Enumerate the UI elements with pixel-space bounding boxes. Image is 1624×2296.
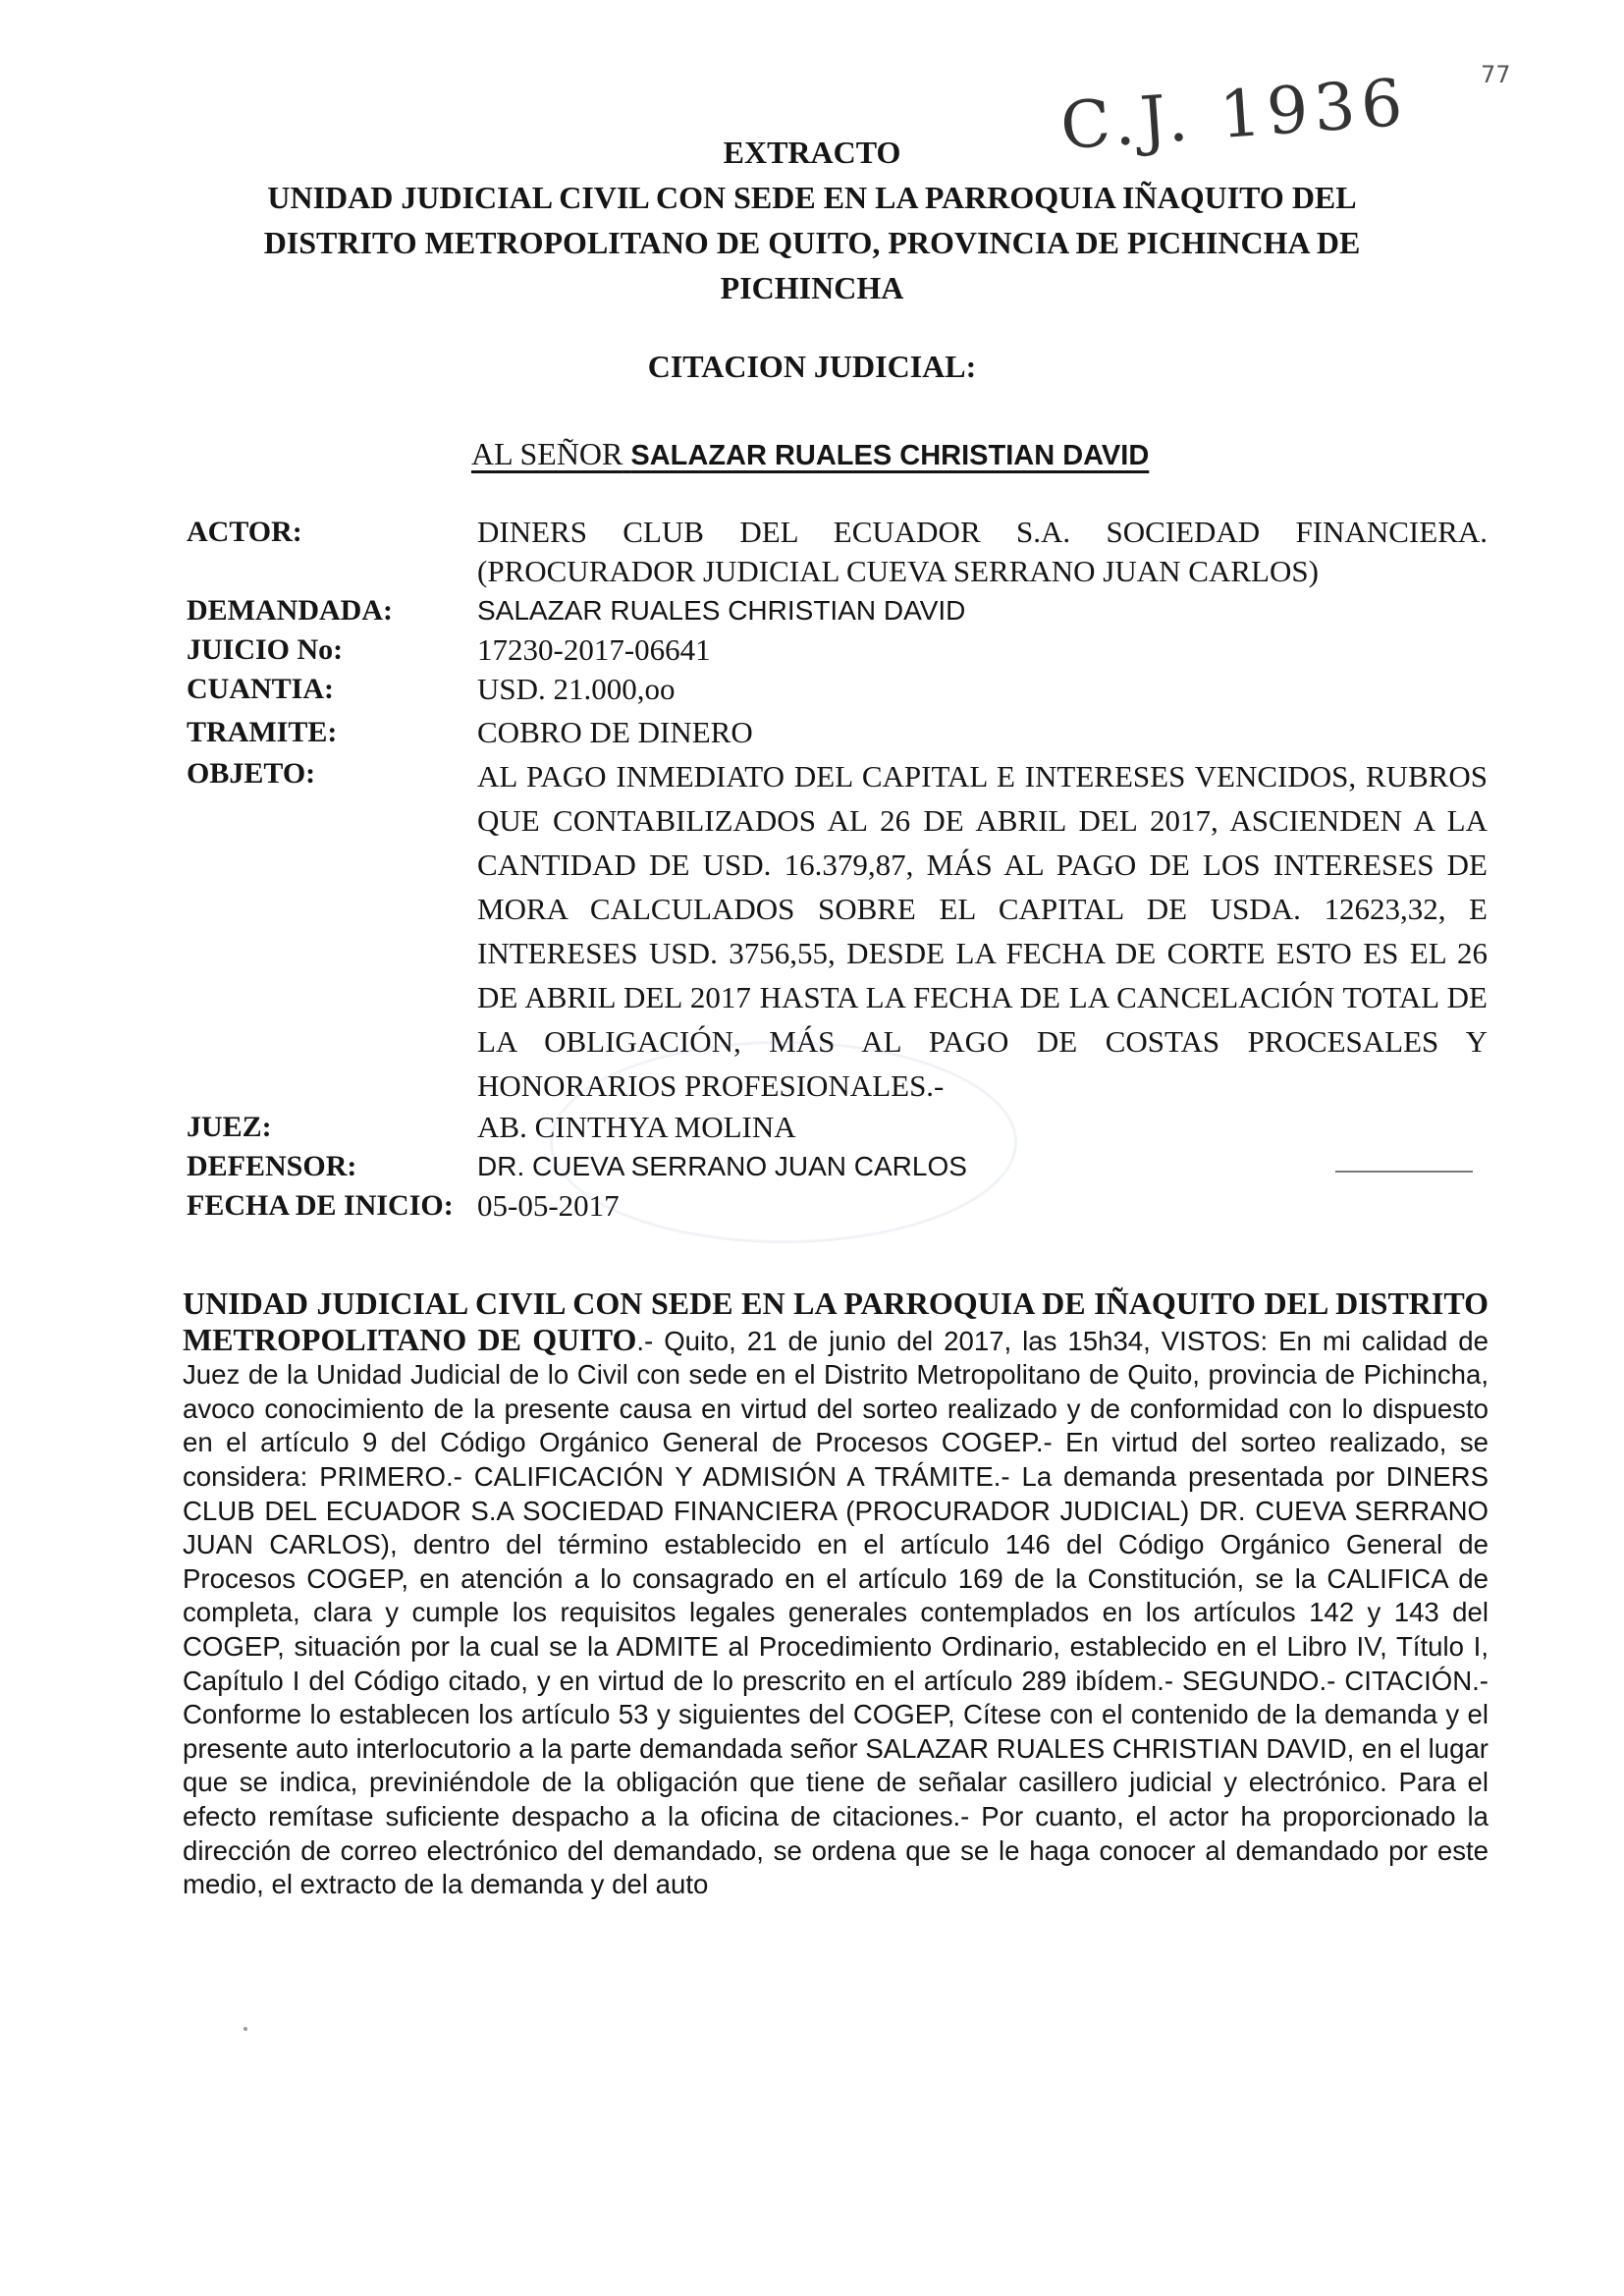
field-juicio: [187, 630, 1488, 670]
field-label: DEMANDADA:: [187, 594, 393, 627]
field-label: DEFENSOR:: [187, 1150, 357, 1182]
field-label: JUICIO No:: [187, 633, 344, 666]
header-title: EXTRACTO: [723, 135, 901, 170]
field-value: DINERS CLUB DEL ECUADOR S.A. SOCIEDAD FINANCIERA. (PROCURADOR JUDICIAL CUEVA SERRANO JUAN CARLOS): [477, 515, 1488, 588]
scan-speck: [244, 2027, 247, 2031]
handwritten-reference: C.J. 1936: [1057, 64, 1411, 165]
field-demandada: [187, 591, 1488, 630]
faint-stamp-mark: [550, 1041, 1017, 1243]
header-line-1: UNIDAD JUDICIAL CIVIL CON SEDE EN LA PARROQUIA IÑAQUITO DEL: [267, 180, 1357, 215]
field-value: AB. CINTHYA MOLINA: [477, 1110, 796, 1144]
field-label: CUANTIA:: [187, 673, 334, 705]
field-label: ACTOR:: [187, 516, 302, 548]
citation-heading: CITACION JUDICIAL:: [647, 349, 977, 384]
field-value: COBRO DE DINERO: [477, 715, 753, 749]
field-cuantia: [187, 670, 1488, 709]
addressee-line: [471, 436, 1149, 472]
ruling-body: .- Quito, 21 de junio del 2017, las 15h34, VISTOS: En mi calidad de Juez de la Unidad Judicial de lo Civil con sede en el Distrito Metropolitano de Quito, provincia de Pichincha, avoco conocimiento de la presente causa en virtud del sorteo realizado y de conformidad con lo dispuesto en el artículo 9 del Código Orgánico General de Procesos COGEP.- En virtud del sorteo realizado, se considera: PRIMERO.- CALIFICACIÓN Y ADMISIÓN A TRÁMITE.- La demanda presentada por DINERS CLUB DEL ECUADOR S.A SOCIEDAD FINANCIERA (PROCURADOR JUDICIAL) DR. CUEVA SERRANO JUAN CARLOS), dentro del término establecido en el artículo 146 del Código Orgánico General de Procesos COGEP, en atención a lo consagrado en el artículo 169 de la Constitución, se la CALIFICA de completa, clara y cumple los requisitos legales generales contemplados en los artículos 142 y 143 del COGEP, situación por la cual se la ADMITE al Procedimiento Ordinario, establecido en el Libro IV, Título I, Capítulo I del Código citado, y en virtud de lo prescrito en el artículo 289 ibídem.- SEGUNDO.- CITACIÓN.- Conforme lo establecen los artículo 53 y siguientes del COGEP, Cítese con el contenido de la demanda y el presente auto interlocutorio a la parte demandada señor SALAZAR RUALES CHRISTIAN DAVID, en el lugar que se indica, previniéndole de la obligación que tiene de señalar casillero judicial y electrónico. Para el efecto remítase suficiente despacho a la oficina de citaciones.- Por cuanto, el actor ha proporcionado la dirección de correo electrónico del demandado, se ordena que se le haga conocer al demandado por este medio, el extracto de la demanda y del auto: [183, 1325, 1489, 1900]
field-value: AL PAGO INMEDIATO DEL CAPITAL E INTERESES VENCIDOS, RUBROS QUE CONTABILIZADOS AL 26 DE ABRIL DEL 2017, ASCIENDEN A LA CANTIDAD DE USD. 16.379,87, MÁS AL PAGO DE LOS INTERESES DE MORA CALCULADOS SOBRE EL CAPITAL DE USDA. 12623,32, E INTERESES USD. 3756,55, DESDE LA FECHA DE CORTE ESTO ES EL 26 DE ABRIL DEL 2017 HASTA LA FECHA DE LA CANCELACIÓN TOTAL DE LA OBLIGACIÓN, MÁS AL PAGO DE COSTAS PROCESALES Y HONORARIOS PROFESIONALES.-: [477, 759, 1488, 1103]
addressee-prefix: AL SEÑOR: [471, 436, 623, 471]
field-label: TRAMITE:: [187, 716, 338, 748]
header-line-3: PICHINCHA: [720, 270, 904, 305]
field-label: JUEZ:: [187, 1111, 272, 1143]
page-number-mark: 77: [1481, 61, 1511, 88]
addressee-name: SALAZAR RUALES CHRISTIAN DAVID: [630, 440, 1150, 471]
field-label: FECHA DE INICIO:: [187, 1189, 454, 1222]
field-value: 05-05-2017: [477, 1188, 620, 1223]
header-line-2: DISTRITO METROPOLITANO DE QUITO, PROVINCIA DE PICHINCHA DE: [263, 225, 1361, 260]
field-actor: [187, 513, 1488, 591]
field-tramite: [187, 713, 1488, 752]
field-value: DR. CUEVA SERRANO JUAN CARLOS: [477, 1151, 967, 1181]
ruling-heading: UNIDAD JUDICIAL CIVIL CON SEDE EN LA PARROQUIA DE IÑAQUITO DEL DISTRITO METROPOLITANO DE QUITO: [183, 1285, 1489, 1357]
ruling-text: [183, 1286, 1489, 1902]
field-value: SALAZAR RUALES CHRISTIAN DAVID: [477, 595, 966, 626]
document-header: [0, 130, 1624, 310]
field-value: 17230-2017-06641: [477, 632, 711, 667]
field-label: OBJETO:: [187, 757, 316, 790]
margin-dash-mark: [1335, 1171, 1473, 1173]
field-value: USD. 21.000,oo: [477, 672, 676, 706]
